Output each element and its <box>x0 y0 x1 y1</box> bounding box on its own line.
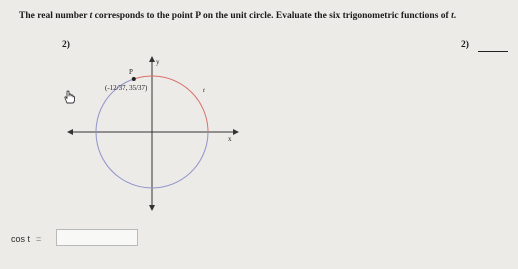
cos-label <box>11 234 41 244</box>
question-text-part2: corresponds to the point P on the unit circle. Evaluate the six trigonometric functions of <box>92 11 452 21</box>
arc-label-t: t <box>203 87 205 94</box>
question-text-part1: The real number <box>19 11 90 21</box>
cos-function: cos <box>11 234 26 244</box>
problem-number: 2) <box>62 40 70 50</box>
cos-variable: t <box>27 234 31 244</box>
point-p <box>132 77 136 81</box>
answer-number: 2) <box>461 40 469 50</box>
point-p-label: P <box>129 68 133 76</box>
question-period: . <box>453 11 457 21</box>
y-axis-label: y <box>156 58 160 66</box>
equals-sign: = <box>36 234 42 244</box>
answer-blank-line <box>478 51 508 52</box>
question-text <box>19 10 509 23</box>
point-coordinates: (-12/37, 35/37) <box>105 84 148 92</box>
cos-answer-input[interactable] <box>56 229 138 246</box>
x-axis-label: x <box>228 135 232 143</box>
question-variable-t: t <box>89 11 93 21</box>
unit-circle-figure <box>60 55 245 215</box>
question-variable-t-end: t <box>451 11 454 21</box>
